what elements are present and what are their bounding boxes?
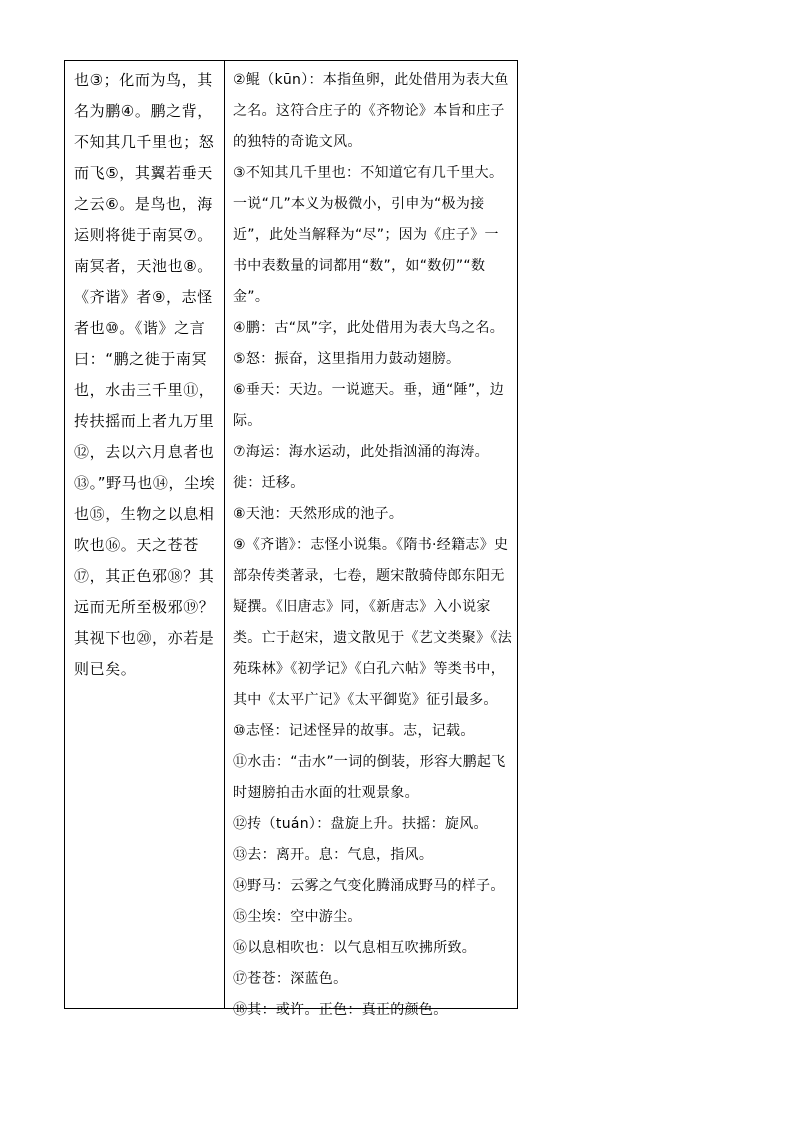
note-item: ⑩志怪：记述怪异的故事。志，记载。 [233,723,475,739]
note-item: ②鲲（kūn）：本指鱼卵，此处借用为表大鱼之名。这符合庄子的《齐物论》本旨和庄子的独特的奇诡文风。 [233,72,509,150]
annotation-table [64,60,518,1018]
notes-column [225,61,517,1018]
note-item: ⑦海运：海水运动，此处指汹涌的海涛。徙：迁移。 [233,444,489,491]
note-item: ⑯以息相吹也：以气息相互吹拂所致。 [233,940,477,956]
note-item: ⑫抟（tuán）：盘旋上升。扶摇：旋风。 [233,816,488,832]
note-item: ⑥垂天：天边。一说遮天。垂，通“陲”，边际。 [233,382,505,429]
note-item: ⑬去：离开。息：气息，指风。 [233,847,434,863]
original-text-column [65,61,225,1008]
note-item: ⑨《齐谐》：志怪小说集。《隋书·经籍志》史部杂传类著录，七卷，题宋散骑侍郎东阳无疑撰。《旧唐志》同，《新唐志》入小说家类。亡于赵宋，遗文散见于《艺文类聚》《法苑珠林》《初学记》《白孔六帖》等类书中，其中《太平广记》《太平御览》征引最多。 [233,537,512,708]
note-item: ⑪水击：“击水”一词的倒装，形容大鹏起飞时翅膀拍击水面的壮观景象。 [233,754,506,801]
note-item: ⑭野马：云雾之气变化腾涌成野马的样子。 [233,878,505,894]
note-item: ⑤怒：振奋，这里指用力鼓动翅膀。 [233,351,461,367]
note-item: ⑱其：或许。正色：真正的颜色。 [233,1002,448,1018]
note-item: ⑧天池：天然形成的池子。 [233,506,404,522]
note-item: ⑰苍苍：深蓝色。 [233,971,348,987]
note-item: ⑮尘埃：空中游尘。 [233,909,362,925]
original-text: 也③；化而为鸟，其名为鹏④。鹏之背，不知其几千里也；怒而飞⑤，其翼若垂天之云⑥。是鸟也，海运则将徙于南冥⑦。南冥者，天池也⑧。《齐谐》者⑨，志怪者也⑩。《谐》之言曰：“鹏之徙于南冥也，水击三千里⑪，抟扶摇而上者九万里⑫，去以六月息者也⑬。”野马也⑭，尘埃也⑮，生物之以息相吹也⑯。天之苍苍⑰，其正色邪⑱？其远而无所至极邪⑲？其视下也⑳，亦若是则已矣。 [74,71,216,678]
note-item: ④鹏：古“凤”字，此处借用为表大鸟之名。 [233,320,505,336]
note-item: ③不知其几千里也：不知道它有几千里大。一说“几”本义为极微小，引申为“极为接近”，此处当解释为“尽”；因为《庄子》一书中表数量的词都用“数”，如“数仞”“数金”。 [233,165,504,305]
